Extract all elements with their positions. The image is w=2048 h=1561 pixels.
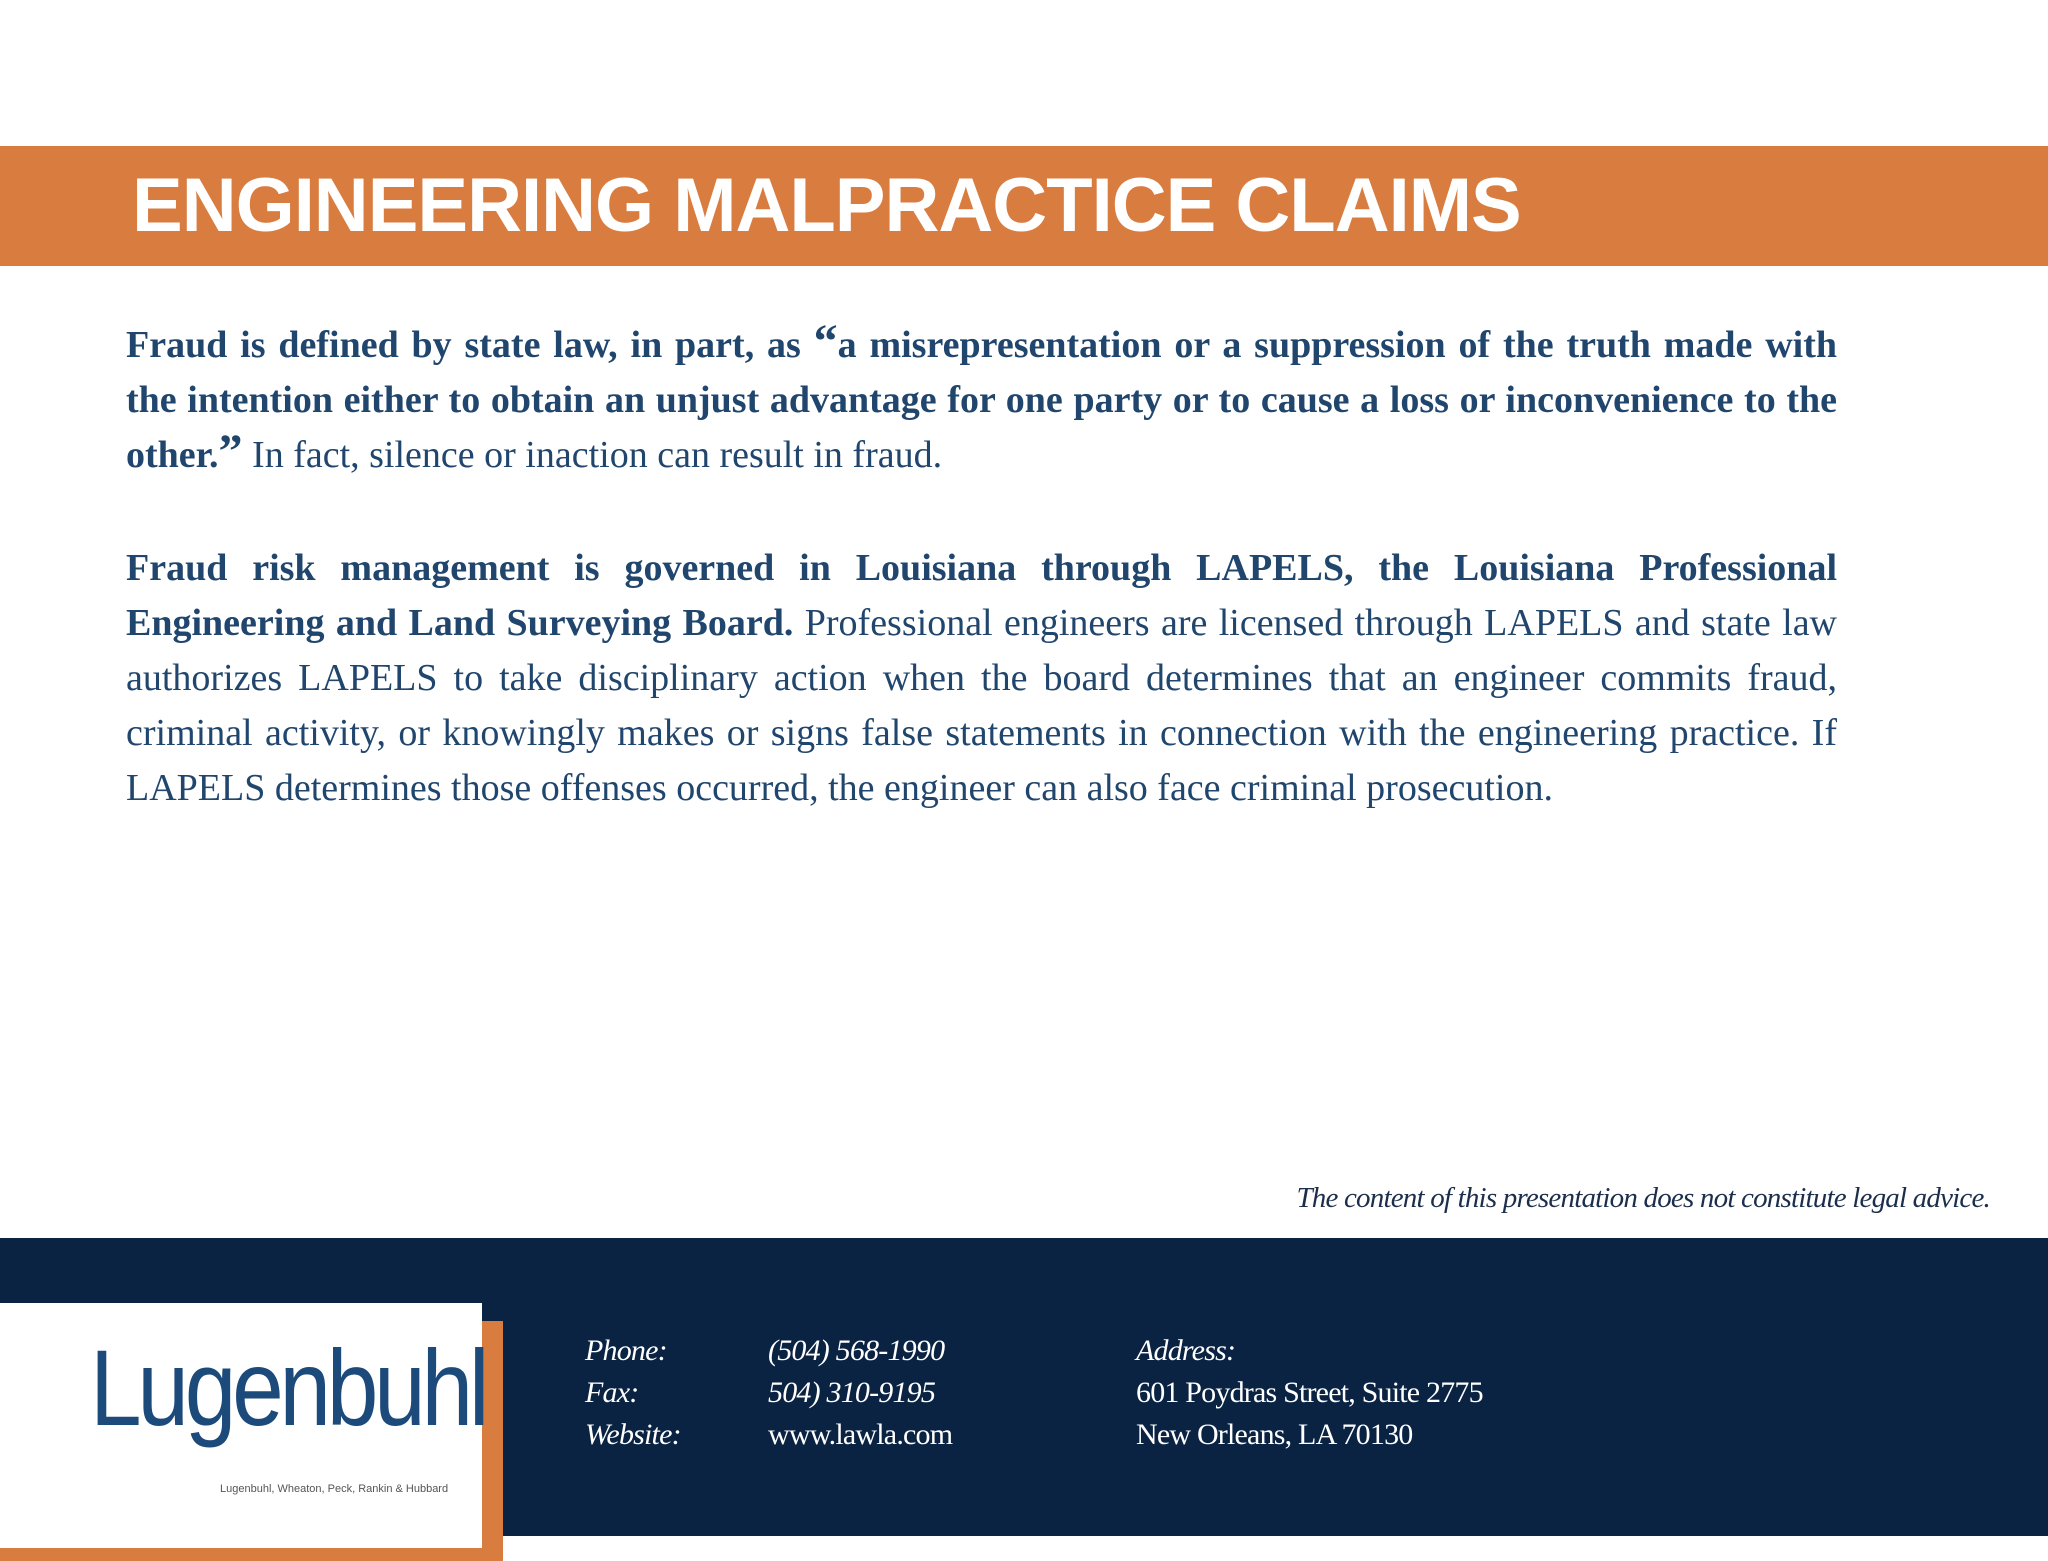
address-label: Address: (1136, 1334, 1236, 1367)
logo-wordmark: Lugenbuhl (90, 1327, 486, 1448)
lapels-body: Professional engineers are licensed through LAPELS and state law authorizes LAPELS to take disciplinary action when the board determines that an engineer commits fraud, criminal activity, or knowingly makes or signs false statements in connection with the engineering practice. If LAPELS determines those offenses occurred, the engineer can also face criminal prosecution. (126, 602, 1837, 809)
fraud-definition-note: In fact, silence or inaction can result in fraud. (242, 434, 943, 476)
website-label: Website: (585, 1418, 681, 1451)
fax-label: Fax: (585, 1376, 639, 1409)
slide-title: ENGINEERING MALPRACTICE CLAIMS (132, 163, 1521, 248)
close-quote: ” (218, 425, 243, 478)
address-line-1: 601 Poydras Street, Suite 2775 (1136, 1376, 1483, 1409)
lapels-lead: Fraud risk management is governed in Louisiana through LAPELS, the Louisiana Professional Engineering and Land Surveying Board. (126, 547, 1837, 644)
lapels-paragraph (126, 541, 1837, 816)
phone-label: Phone: (585, 1334, 667, 1367)
firm-logo (0, 1303, 486, 1548)
fraud-definition-lead: Fraud is defined by state law, in part, as (126, 324, 814, 366)
phone-value: (504) 568-1990 (768, 1334, 945, 1367)
footer (0, 1238, 2048, 1536)
address-line-2: New Orleans, LA 70130 (1136, 1418, 1413, 1451)
open-quote: “ (813, 315, 838, 368)
logo-subtitle: Lugenbuhl, Wheaton, Peck, Rankin & Hubbard (220, 1483, 449, 1495)
fraud-definition-quote: a misrepresentation or a suppression of the truth made with the intention either to obtain an unjust advantage for one party or to cause a loss or inconvenience to the other. (126, 324, 1837, 476)
website-link[interactable]: www.lawla.com (768, 1418, 953, 1451)
title-band (0, 146, 2048, 266)
fraud-definition-paragraph (126, 315, 1837, 483)
fax-value: 504) 310-9195 (768, 1376, 936, 1409)
legal-disclaimer: The content of this presentation does not constitute legal advice. (1296, 1182, 1990, 1214)
slide-content (126, 315, 1837, 816)
